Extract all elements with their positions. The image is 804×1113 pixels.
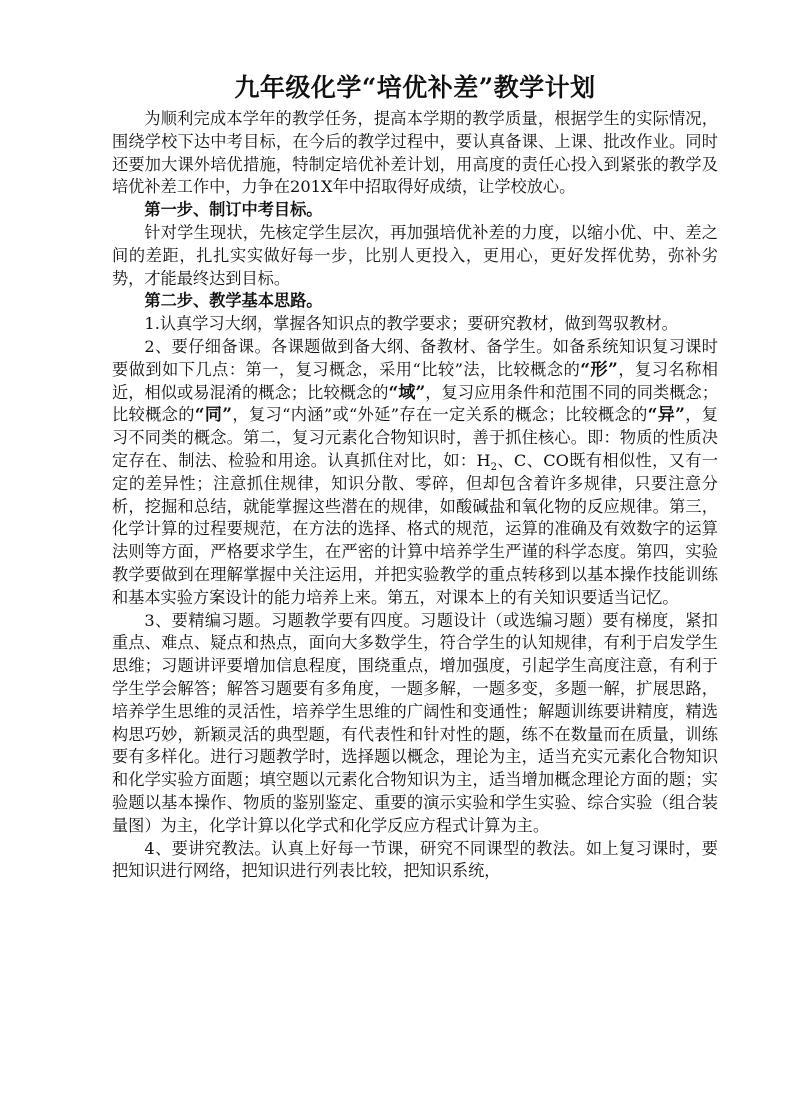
emphasis-xing: “形” [580,359,618,380]
step1-heading: 第一步、制订中考目标。 [144,200,323,220]
item2-text-6: 、C、CO既有相似性，又有一定的差异性；注意抓住规律，知识分散、零碎，但却包含着许多规律，只要注意分析，挖掘和总结，就能掌握这些潜在的规律，如酸碱盐和氧化物的反应规律。第三，化学计算的过程要规范，在方法的选择、格式的规范，运算的准确及有效数字的运算法则等方面，严格要求学生，在严密的计算中培养学生严谨的科学态度。第四，实验教学要做到在理解掌握中关注运用，并把实验教学的重点转移到以基本操作技能训练和基本实验方案设计的能力培养上来。第五，对课本上的有关知识要适当记忆。 [112,450,718,607]
subscript-2: 2 [490,462,497,474]
document-title: 九年级化学“培优补差”教学计划 [234,73,596,102]
item2-text-3: ，复习应用条件和范围不同的同类概念；比较概念的 [112,382,719,425]
document-page [112,70,718,883]
step2-item2-paragraph [112,336,718,610]
item2-text-1: 2、要仔细备课。各课题做到备大纲、备教材、备学生。如备系统知识复习课时要做到如下几点：第一，复习概念，采用“比较”法，比较概念的 [112,336,718,379]
step2-item3-paragraph: 3、要精编习题。习题教学要有四度。习题设计（或选编习题）要有梯度，紧扣重点、难点、疑点和热点，面向大多数学生，符合学生的认知规律，有利于启发学生思维；习题讲评要增加信息程度，围绕重点，增加强度，引起学生高度注意，有利于学生学会解答；解答习题要有多角度，一题多解，一题多变，多题一解，扩展思路，培养学生思维的灵活性，培养学生思维的广阔性和变通性；解题训练要讲精度，精选构思巧妙，新颖灵活的典型题，有代表性和针对性的题，练不在数量而在质量，训练要有多样化。进行习题教学时，选择题以概念，理论为主，适当充实元素化合物知识和化学实验方面题；填空题以元素化合物知识为主，适当增加概念理论方面的题；实验题以基本操作、物质的鉴别鉴定、重要的演示实验和学生实验、综合实验（组合装量图）为主，化学计算以化学式和化学反应方程式计算为主。 [112,610,718,835]
emphasis-yi: “异” [647,405,685,426]
emphasis-yu: “域” [388,382,426,403]
step2-heading: 第二步、教学基本思路。 [144,291,323,311]
item2-text-5: ，复习不同类的概念。第二，复习元素化合物知识时，善于抓住核心。即：物质的性质决定存在、制法、检验和用途。认真抓住对比，如：H [112,405,719,470]
item2-text-2: ，复习名称相近，相似或易混淆的概念；比较概念的 [112,359,718,402]
step2-item4-paragraph: 4、要讲究教法。认真上好每一节课，研究不同课型的教法。如上复习课时，要把知识进行网络，把知识进行列表比较，把知识系统， [112,838,718,881]
intro-paragraph: 为顺利完成本学年的教学任务，提高本学期的教学质量，根据学生的实际情况，围绕学校下达中考目标，在今后的教学过程中，要认真备课、上课、批改作业。同时还要加大课外培优措施，特制定培优补差计划，用高度的责任心投入到紧张的教学及培优补差工作中，力争在201X年中招取得好成绩，让学校放心。 [112,109,718,197]
step1-paragraph: 针对学生现状，先核定学生层次，再加强培优补差的力度，以缩小优、中、差之间的差距，扎扎实实做好每一步，比别人更投入，更用心，更好发挥优势，弥补劣势，才能最终达到目标。 [112,222,718,288]
step2-item1-paragraph: 1.认真学习大纲，掌握各知识点的教学要求；要研究教材，做到驾驭教材。 [144,314,678,334]
item2-text-4: ，复习“内涵”或“外延”存在一定关系的概念；比较概念的 [232,405,648,425]
emphasis-tong: “同” [194,405,233,426]
